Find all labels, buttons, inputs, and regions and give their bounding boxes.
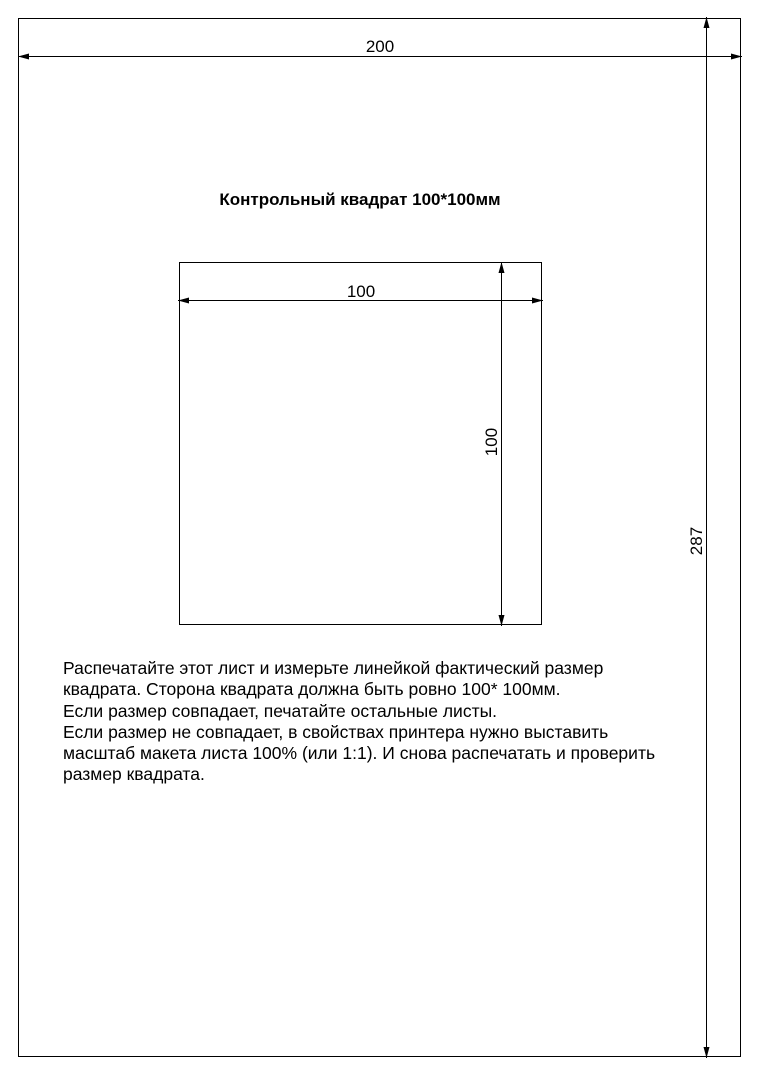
sheet-height-label: 287 xyxy=(687,526,706,556)
sheet-width-label: 200 xyxy=(365,37,395,56)
square-width-dimension xyxy=(178,282,543,304)
square-width-label: 100 xyxy=(346,282,376,301)
instruction-paragraph: Если размер не совпадает, в свойствах принтера нужно выставить масштаб макета листа 100% (или 1:1). И снова распечатать и проверить размер квадрата. xyxy=(63,721,656,785)
square-height-label: 100 xyxy=(482,427,501,457)
arrow-up-icon xyxy=(499,262,505,273)
sheet-border xyxy=(19,19,741,1057)
square-title: Контрольный квадрат 100*100мм xyxy=(219,190,501,209)
instruction-paragraph: Если размер совпадает, печатайте остальные листы. xyxy=(63,700,498,721)
instruction-paragraph: Распечатайте этот лист и измерьте линейкой фактический размер квадрата. Сторона квадрата должна быть ровно 100* 100мм. xyxy=(63,658,604,700)
sheet-height-dimension xyxy=(687,17,710,1058)
square-height-dimension xyxy=(482,262,505,626)
instructions-text xyxy=(63,658,663,786)
sheet-width-dimension xyxy=(18,37,742,60)
arrow-left-icon xyxy=(18,54,29,60)
